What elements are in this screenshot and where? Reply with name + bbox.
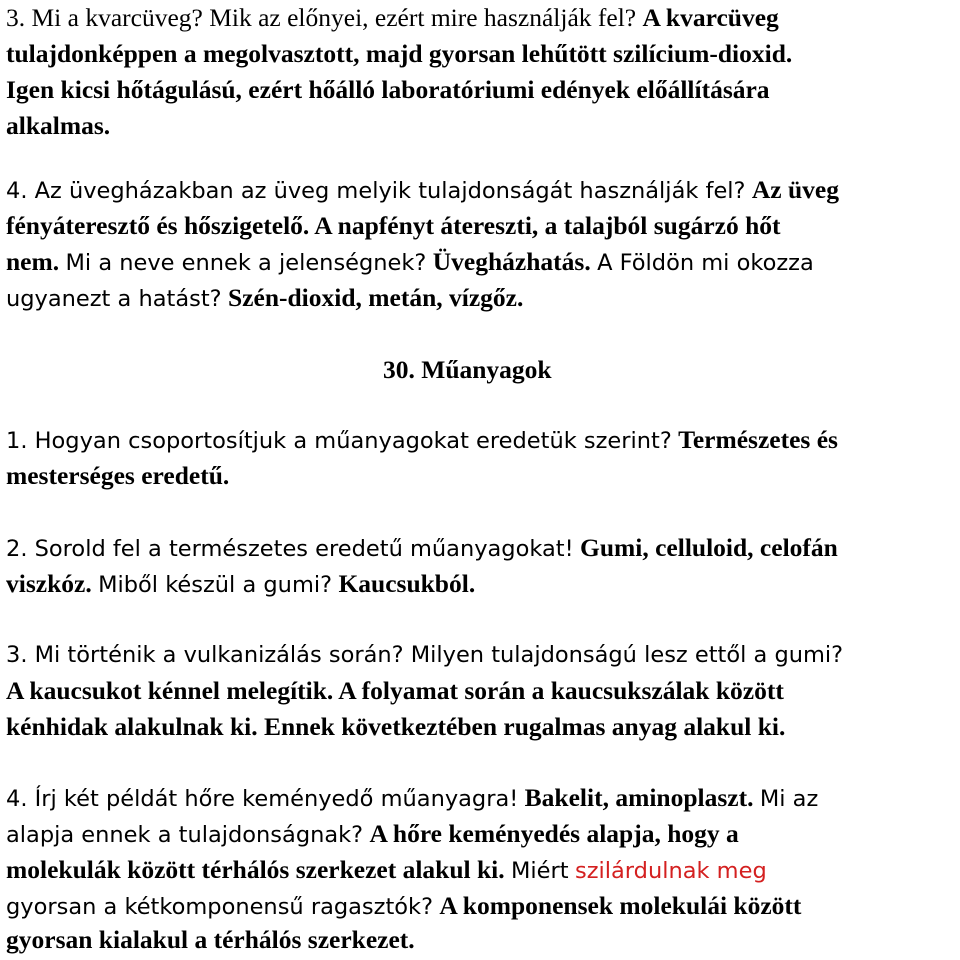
question-text: ugyanezt a hatást? bbox=[6, 286, 222, 312]
answer-text: Gumi, celluloid, celofán bbox=[580, 533, 838, 562]
question-text: 4. Az üvegházakban az üveg melyik tulajdonságát használják fel? bbox=[6, 178, 746, 204]
q3-prev-line-2: tulajdonképpen a megolvasztott, majd gyorsan lehűtött szilícium-dioxid. bbox=[6, 39, 793, 68]
q4-line-4 bbox=[6, 888, 801, 925]
question-text: Miért bbox=[511, 858, 569, 884]
section-title: 30. Műanyagok bbox=[383, 355, 552, 384]
answer-text: A hőre keményedés alapja, hogy a bbox=[369, 819, 739, 848]
answer-text: Bakelit, aminoplaszt. bbox=[524, 783, 754, 812]
question-text: 1. Hogyan csoportosítjuk a műanyagokat eredetük szerint? bbox=[6, 428, 672, 454]
q1-line-1 bbox=[6, 422, 838, 459]
q2-line-1 bbox=[6, 530, 838, 567]
answer-text: Üvegházhatás. bbox=[432, 247, 591, 276]
answer-text: molekulák között térhálós szerkezet alakul ki. bbox=[6, 855, 505, 884]
q3-line-3: kénhidak alakulnak ki. Ennek következtében rugalmas anyag alakul ki. bbox=[6, 712, 786, 741]
q3-line-2: A kaucsukot kénnel melegítik. A folyamat során a kaucsukszálak között bbox=[6, 676, 784, 705]
q4-prev-line-3 bbox=[6, 244, 814, 281]
question-text: Mi a neve ennek a jelenségnek? bbox=[65, 250, 427, 276]
question-text: Miből készül a gumi? bbox=[98, 572, 333, 598]
question-text: 2. Sorold fel a természetes eredetű műanyagokat! bbox=[6, 536, 574, 562]
question-text: Mi az bbox=[759, 786, 819, 812]
question-text: alapja ennek a tulajdonságnak? bbox=[6, 822, 364, 848]
q4-line-1 bbox=[6, 780, 818, 817]
question-text: 4. Írj két példát hőre keményedő műanyagra! bbox=[6, 786, 519, 812]
question-text: A Földön mi okozza bbox=[597, 250, 814, 276]
q4-line-5: gyorsan kialakul a térhálós szerkezet. bbox=[6, 925, 415, 954]
highlighted-text: szilárdulnak meg bbox=[574, 858, 767, 884]
q3-line-1: 3. Mi történik a vulkanizálás során? Milyen tulajdonságú lesz ettől a gumi? bbox=[6, 642, 844, 668]
q4-line-3 bbox=[6, 852, 767, 889]
answer-text: A kvarcüveg bbox=[642, 3, 779, 32]
q3-prev-line-3: Igen kicsi hőtágulású, ezért hőálló laboratóriumi edények előállítására bbox=[6, 75, 770, 104]
q4-prev-line-1 bbox=[6, 172, 839, 209]
answer-text: Az üveg bbox=[751, 175, 839, 204]
q4-prev-line-4 bbox=[6, 280, 523, 317]
q3-prev-line-1 bbox=[6, 0, 779, 36]
q1-line-2: mesterséges eredetű. bbox=[6, 461, 230, 490]
q4-line-2 bbox=[6, 816, 739, 853]
answer-text: Kaucsukból. bbox=[338, 569, 476, 598]
answer-text: viszkóz. bbox=[6, 569, 92, 598]
answer-text: Természetes és bbox=[678, 425, 838, 454]
answer-text: A komponensek molekulái között bbox=[439, 891, 802, 920]
question-text: 3. Mi a kvarcüveg? Mik az előnyei, ezért mire használják fel? bbox=[6, 3, 637, 32]
question-text: gyorsan a kétkomponensű ragasztók? bbox=[6, 894, 434, 920]
answer-text: Szén-dioxid, metán, vízgőz. bbox=[228, 283, 524, 312]
q3-prev-line-4: alkalmas. bbox=[6, 111, 111, 140]
answer-text: nem. bbox=[6, 247, 60, 276]
q4-prev-line-2: fényáteresztő és hőszigetelő. A napfényt átereszti, a talajból sugárzó hőt bbox=[6, 211, 781, 240]
q2-line-2 bbox=[6, 566, 475, 603]
